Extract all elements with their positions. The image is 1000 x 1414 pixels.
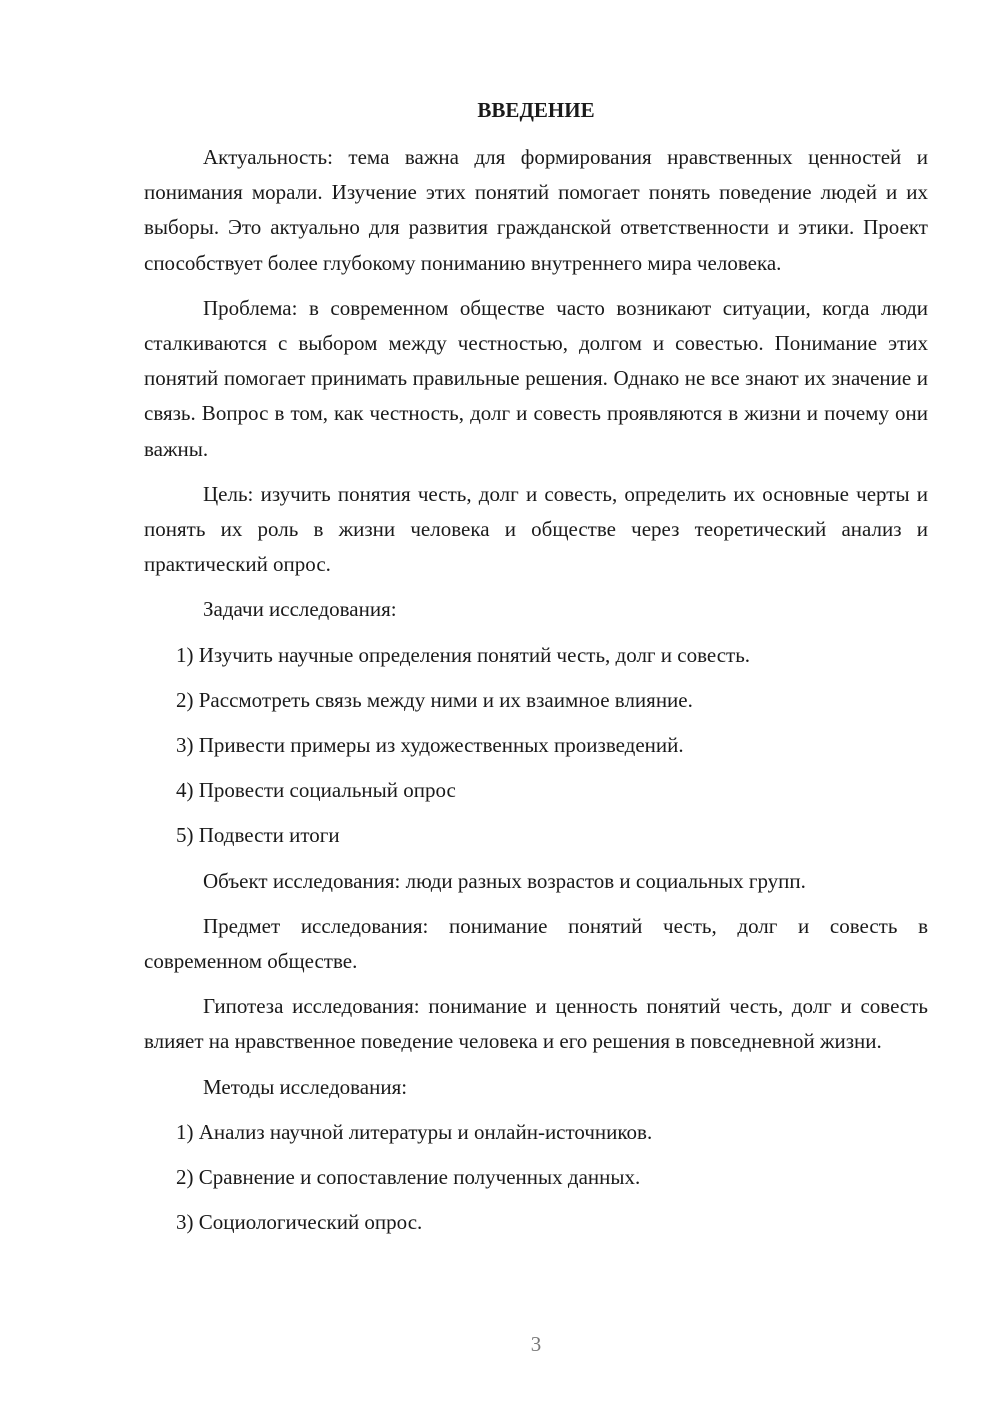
- task-item: 4) Провести социальный опрос: [176, 778, 456, 803]
- task-item: 2) Рассмотреть связь между ними и их взаимное влияние.: [176, 687, 693, 712]
- method-item: 2) Сравнение и сопоставление полученных данных.: [176, 1165, 641, 1190]
- task-item: 3) Привести примеры из художественных произведений.: [176, 733, 684, 758]
- document-page: [144, 93, 928, 1250]
- paragraph-subject: Предмет исследования: понимание понятий честь, долг и совесть в современном обществе.: [144, 913, 928, 974]
- task-item: 1) Изучить научные определения понятий честь, долг и совесть.: [176, 642, 751, 667]
- method-item: 1) Анализ научной литературы и онлайн-источников.: [176, 1119, 653, 1144]
- page-number: 3: [530, 1332, 542, 1356]
- paragraph-relevance: Актуальность: тема важна для формирования нравственных ценностей и понимания морали. Изучение этих понятий помогает понять поведение людей и их выборы. Это актуально для развития гражданской ответственности и этики. Проект способствует более глубокому пониманию внутреннего мира человека.: [144, 145, 928, 275]
- section-title: ВВЕДЕНИЕ: [477, 98, 595, 122]
- paragraph-problem: Проблема: в современном обществе часто возникают ситуации, когда люди сталкиваются с выбором между честностью, долгом и совестью. Понимание этих понятий помогает принимать правильные решения. Однако не все знают их значение и связь. Вопрос в том, как честность, долг и совесть проявляются в жизни и почему они важны.: [144, 295, 928, 461]
- paragraph-object: Объект исследования: люди разных возрастов и социальных групп.: [203, 868, 806, 893]
- tasks-heading: Задачи исследования:: [203, 597, 397, 622]
- methods-heading: Методы исследования:: [203, 1074, 408, 1099]
- task-item: 5) Подвести итоги: [176, 823, 340, 848]
- paragraph-goal: Цель: изучить понятия честь, долг и совесть, определить их основные черты и понять их роль в жизни человека и обществе через теоретический анализ и практический опрос.: [144, 481, 928, 577]
- method-item: 3) Социологический опрос.: [176, 1210, 423, 1235]
- paragraph-hypothesis: Гипотеза исследования: понимание и ценность понятий честь, долг и совесть влияет на нравственное поведение человека и его решения в повседневной жизни.: [144, 994, 928, 1054]
